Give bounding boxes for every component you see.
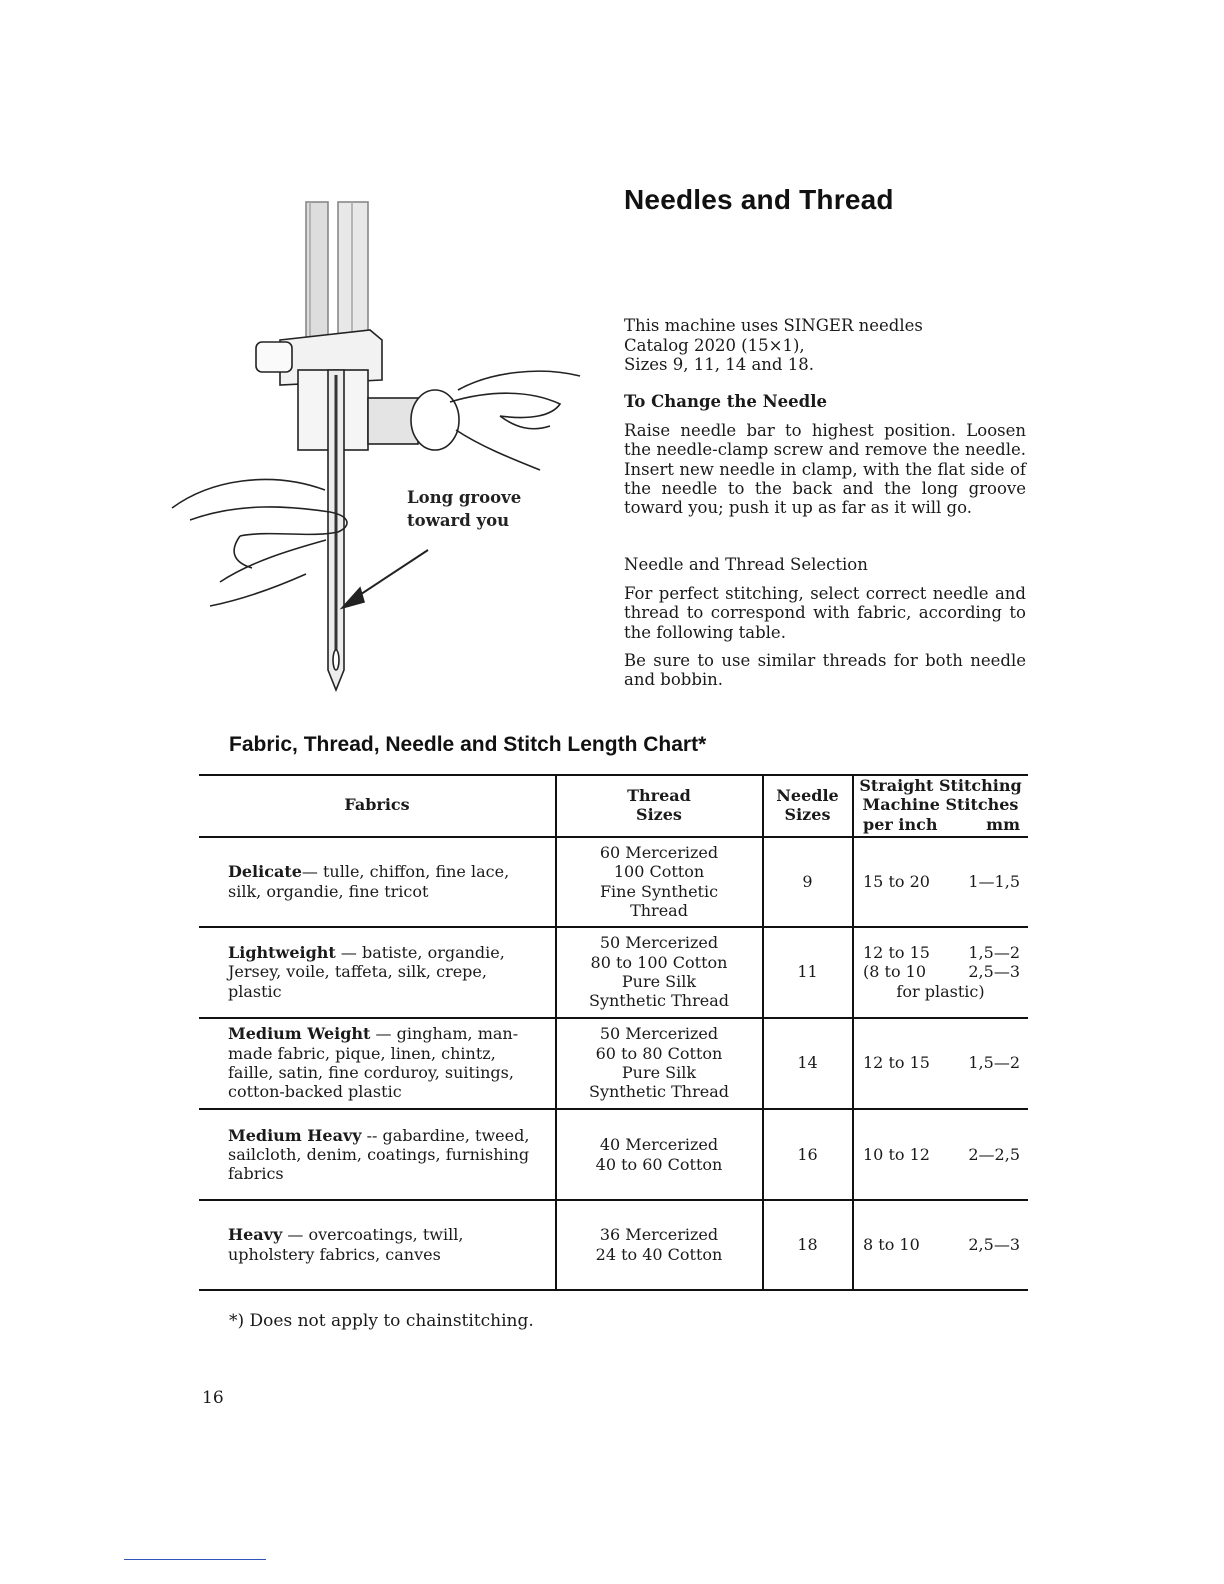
header-fabrics: Fabrics <box>344 795 410 815</box>
table-row-needle: 16 <box>797 1144 818 1164</box>
table-row-thread: 40 Mercerized 40 to 60 Cotton <box>595 1135 723 1174</box>
header-thread: Thread Sizes <box>627 785 691 824</box>
table-row-needle: 9 <box>802 871 813 891</box>
chart-title: Fabric, Thread, Needle and Stitch Length Chart* <box>229 733 707 756</box>
header-stitch: Straight Stitching Machine Stitches per inch mm <box>859 776 1022 834</box>
table-row-fabric: Medium Weight — gingham, man-made fabric, pique, linen, chintz, faille, satin, fine corduroy, suitings, cotton-backed plastic <box>228 1024 519 1102</box>
table-row-fabric: Heavy — overcoatings, twill, upholstery fabrics, canves <box>228 1225 464 1264</box>
table-rule <box>199 1289 1028 1291</box>
change-needle-text: Raise needle bar to highest position. Loosen the needle-clamp screw and remove the needle. Insert new needle in clamp, with the flat side of the needle to the back and the long groove toward you; push it up as far as it will go. <box>624 421 1026 518</box>
page-number: 16 <box>202 1388 224 1408</box>
table-row-stitch: 12 to 15 1,5—2 <box>863 1053 1020 1073</box>
needle-insertion-illustration <box>160 190 610 700</box>
intro-line: Catalog 2020 (15×1), <box>624 335 805 355</box>
change-needle-heading: To Change the Needle <box>624 392 827 411</box>
table-row-thread: 60 Mercerized 100 Cotton Fine Synthetic Thread <box>599 842 719 920</box>
footnote: *) Does not apply to chainstitching. <box>229 1311 534 1331</box>
figure-callout <box>407 486 521 532</box>
intro-line: This machine uses SINGER needles <box>624 316 923 335</box>
selection-text: For perfect stitching, select correct needle and thread to correspond with fabric, according to the following table. <box>624 584 1026 642</box>
callout-line: Long groove <box>407 488 522 507</box>
bottom-rule <box>124 1559 266 1560</box>
table-row-stitch: 15 to 20 1—1,5 <box>863 871 1020 891</box>
table-row-stitch: 12 to 15 1,5—2 (8 to 10 2,5—3 for plastic) <box>863 943 1020 1001</box>
table-row-stitch: 8 to 10 2,5—3 <box>863 1234 1020 1254</box>
table-row-fabric: Delicate— tulle, chiffon, fine lace, silk, organdie, fine tricot <box>228 862 510 901</box>
table-row-thread: 50 Mercerized 60 to 80 Cotton Pure Silk Synthetic Thread <box>589 1024 729 1102</box>
page-title: Needles and Thread <box>624 184 894 215</box>
table-row-fabric: Lightweight — batiste, organdie, Jersey, voile, taffeta, silk, crepe, plastic <box>228 943 505 1001</box>
header-needle: Needle Sizes <box>776 785 839 824</box>
table-row-thread: 50 Mercerized 80 to 100 Cotton Pure Silk Synthetic Thread <box>589 933 729 1011</box>
callout-line: toward you <box>407 511 510 530</box>
bobbin-text: Be sure to use similar threads for both needle and bobbin. <box>624 651 1026 690</box>
fabric-thread-needle-chart <box>199 774 1028 1291</box>
table-row-thread: 36 Mercerized 24 to 40 Cotton <box>595 1225 723 1264</box>
table-row-needle: 11 <box>797 962 818 982</box>
table-row-stitch: 10 to 12 2—2,5 <box>863 1144 1020 1164</box>
table-row-fabric: Medium Heavy -- gabardine, tweed, sailcloth, denim, coatings, furnishing fabrics <box>228 1125 530 1184</box>
selection-heading: Needle and Thread Selection <box>624 555 868 574</box>
intro-line: Sizes 9, 11, 14 and 18. <box>624 355 814 374</box>
table-row-needle: 18 <box>797 1234 818 1254</box>
table-row-needle: 14 <box>797 1053 818 1073</box>
intro-text <box>624 316 1044 375</box>
